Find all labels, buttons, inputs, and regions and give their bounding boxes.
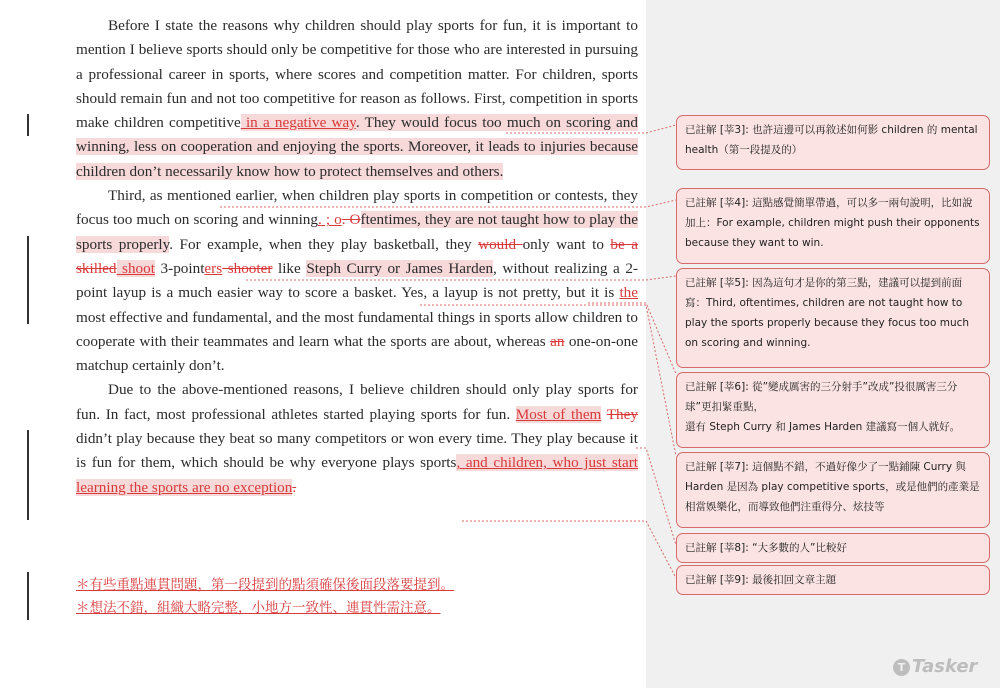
comment-label: 已註解 [莘6]: [685,381,749,393]
comment-text: 因為這句才是你的第三點，建議可以提到前面寫：Third, oftentimes, children are not taught how to play the sports properly because they focus too much on scoring and winning. [685,277,970,349]
highlighted-insertion[interactable]: in a negative way [240,114,356,132]
text-run: only want to [522,235,611,253]
comment-label: 已註解 [莘5]: [685,277,749,289]
text-run: 3-point [154,259,205,277]
comment-label: 已註解 [莘3]: [685,124,749,136]
comment-label: 已註解 [莘9]: [685,574,749,586]
text-run: . For example, when they play basketball, they [169,235,479,253]
comment-label: 已註解 [莘8]: [685,542,749,554]
text-run: Third, as mentioned earlier, when children play sports in competition or contests, they focus too much on scoring and winning [76,187,638,229]
highlighted-text[interactable]: it leads to injuries because children don’t necessarily know how to protect themselves and others [76,138,638,180]
comment-balloon-7[interactable] [676,452,990,528]
teacher-note: ＊想法不錯，組織大略完整，小地方一致性、連貫性需注意。 [76,600,441,616]
comment-label: 已註解 [莘7]: [685,461,749,473]
deletion[interactable]: an [550,332,565,350]
comment-label: 已註解 [莘4]: [685,197,749,209]
deletion[interactable]: would [478,235,523,253]
logo-text: Tasker [912,656,978,677]
deletion[interactable]: They [606,405,638,423]
comment-balloon-4[interactable] [676,188,990,264]
text-run: like [272,259,307,277]
comment-text: 也許這邊可以再敘述如何影 children 的 mental health（第一段提及的） [685,124,978,156]
deletion[interactable]: . O [341,211,361,229]
highlighted-insertion[interactable]: Most of them [515,405,602,423]
comment-balloon-9[interactable] [676,565,990,595]
essay-body [76,14,638,500]
highlighted-text[interactable]: Steph Curry or James Harden [306,259,494,277]
text-run: most effective and fundamental, and the most fundamental things in sports allow children to cooperate with their teammates and learn what the sports are about, whereas [76,308,638,350]
paragraph-2 [76,184,638,378]
insertion[interactable]: ers [204,259,223,277]
paragraph-3 [76,378,638,499]
teacher-notes [76,574,454,620]
deletion[interactable]: be a skilled [76,235,638,277]
change-bar [27,236,29,324]
comment-balloon-5[interactable] [676,268,990,368]
deletion[interactable]: . [292,478,297,496]
comment-text: “大多數的人”比較好 [748,542,847,554]
comment-text: 從”變成厲害的三分射手”改成”投很厲害三分球”更扣緊重點， [685,381,958,413]
highlighted-insertion[interactable]: , and children, who just start learning the sports are no exception [76,454,639,496]
teacher-note: ＊有些重點連貫問題，第一段提到的點須確保後面段落要提到。 [76,577,454,593]
text-run: , without realizing a 2-point layup is a much easier way to score a basket. Yes, a layup is not pretty, but it is [76,259,639,302]
deletion[interactable]: shooter [222,259,273,277]
comment-balloon-3[interactable] [676,115,990,170]
comment-text: 這個點不錯，不過好像少了一點鋪陳 Curry 與 Harden 是因為 play competitive sports，或是他們的產業是相當娛樂化，而導致他們注重得分、炫技等 [685,461,980,513]
comment-text: 還有 Steph Curry 和 James Harden 建議寫一個人就好。 [685,421,961,433]
text-run: Before I state the reasons why children should play sports for fun, it is important to mention I believe sports should only be competitive for those who are interested in pursuing a professional career in sports, where scores and competition matter. For children, sports should remain fun and not too competitive for reason as follows. First, competition in sports make children competitive [76,17,638,132]
comment-text: 最後扣回文章主題 [748,574,837,586]
text-run: one-on-one matchup certainly don’t. [76,332,638,375]
highlighted-insertion[interactable]: shoot [116,259,155,277]
change-bar [27,114,29,136]
change-bar [27,430,29,520]
logo-icon: T [893,659,910,676]
insertion[interactable]: . ; o [317,211,342,229]
highlighted-text[interactable]: ftentimes, they are not taught how to play the sports properly [76,211,638,253]
text-run: Due to the above-mentioned reasons, I believe children should only play sports for fun. In fact, most professional athletes started playing sports for fun. [76,381,638,423]
text-run: . They would focus too much on scoring and winning, less on cooperation and enjoying the sports. Moreover, [76,114,638,156]
comment-balloon-8[interactable] [676,533,990,563]
paragraph-1 [76,14,638,184]
tasker-logo [893,656,977,677]
text-run: didn’t play because they beat so many competitors or won every time. They play because it is fun for them, which should be why everyone plays sports [76,430,638,472]
text-run: . [499,162,504,180]
comment-balloon-6[interactable] [676,372,990,448]
insertion[interactable]: the [619,284,638,302]
change-bar [27,572,29,620]
comment-text: 這點感覺簡單帶過，可以多一兩句說明，比如說加上：For example, children might push their opponents because they want to win. [685,197,980,249]
